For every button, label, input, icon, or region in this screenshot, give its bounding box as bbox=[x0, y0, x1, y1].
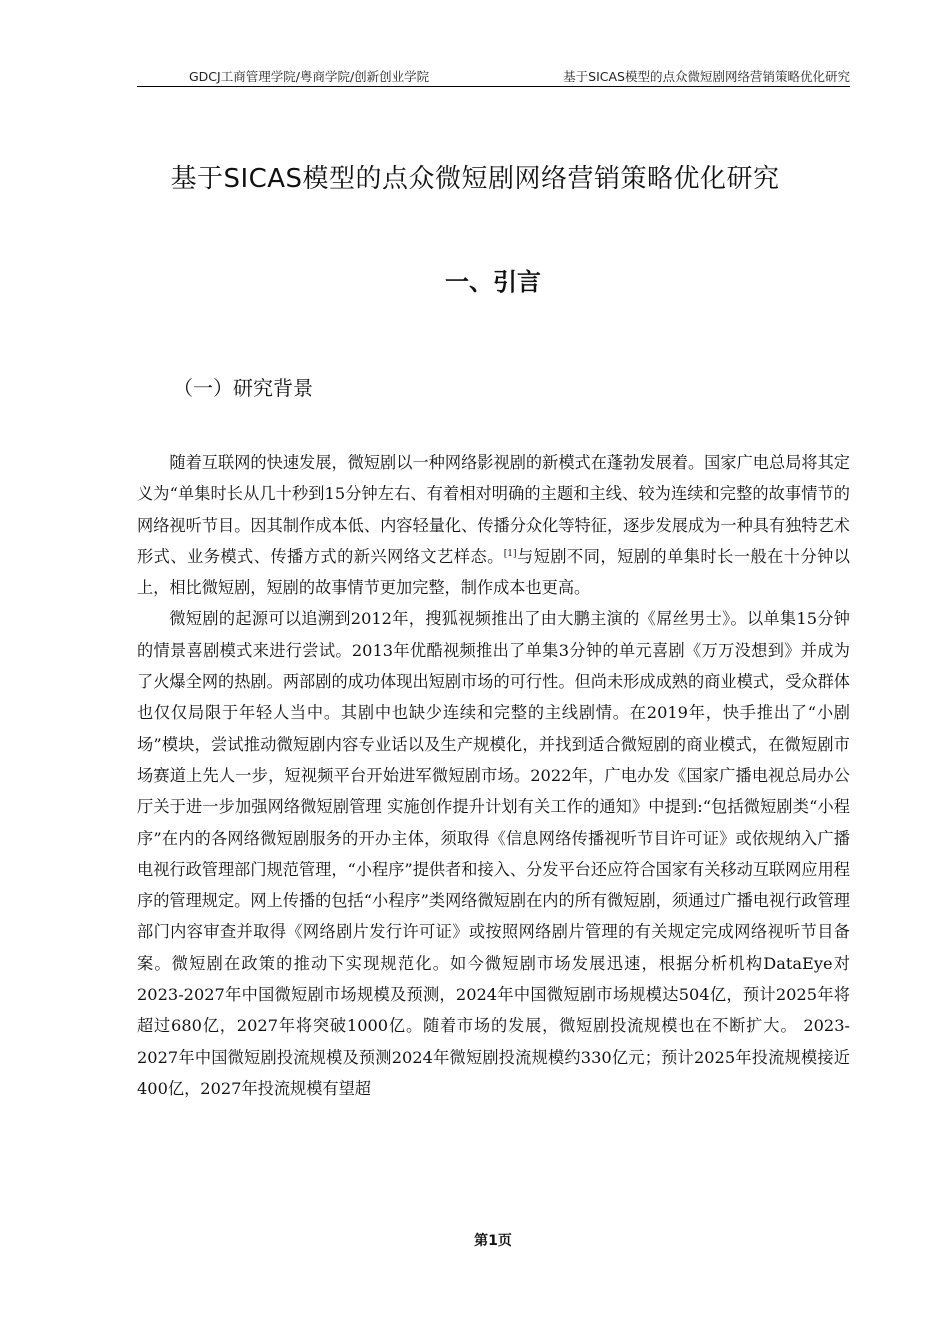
section-heading: 一、引言 bbox=[445, 268, 541, 296]
paragraph-2: 微短剧的起源可以追溯到2012年，搜狐视频推出了由大鹏主演的《屌丝男士》。以单集15分钟的情景喜剧模式来进行尝试。2013年优酷视频推出了单集3分钟的单元喜剧《万万没想到》并成为了火爆全网的热剧。两部剧的成功体现出短剧市场的可行性。但尚未形成成熟的商业模式，受众群体也仅仅局限于年轻人当中。其剧中也缺少连续和完整的主线剧情。在2019年，快手推出了“小剧场”模块，尝试推动微短剧内容专业话以及生产规模化，并找到适合微短剧的商业模式，在微短剧市场赛道上先人一步，短视频平台开始进军微短剧市场。2022年，广电办发《国家广播电视总局办公厅关于进一步加强网络微短剧管理 实施创作提升计划有关工作的通知》中提到:“包括微短剧类“小程序”在内的各网络微短剧服务的开办主体，须取得《信息网络传播视听节目许可证》或依规纳入广播电视行政管理部门规范管理，“小程序”提供者和接入、分发平台还应符合国家有关移动互联网应用程序的管理规定。网上传播的包括“小程序”类网络微短剧在内的所有微短剧，须通过广播电视行政管理部门内容审查并取得《网络剧片发行许可证》或按照网络剧片管理的有关规定完成网络视听节目备案。微短剧在政策的推动下实现规范化。如今微短剧市场发展迅速，根据分析机构DataEye对2023-2027年中国微短剧市场规模及预测，2024年中国微短剧市场规模达504亿，预计2025年将超过680亿，2027年将突破1000亿。随着市场的发展，微短剧投流规模也在不断扩大。 2023-2027年中国微短剧投流规模及预测2024年微短剧投流规模约330亿元；预计2025年投流规模接近400亿，2027年投流规模有望超 bbox=[137, 609, 850, 1098]
paragraph-1-text-cont: 与短剧不同，短剧的单集时长一般在十分钟以上，相比微短剧，短剧的故事情节更加完整，制作成本也更高。 bbox=[137, 546, 850, 598]
paragraph-1 bbox=[137, 447, 850, 603]
header-running-title: 基于SICAS模型的点众微短剧网络营销策略优化研究 bbox=[563, 69, 850, 84]
subsection-heading: （一）研究背景 bbox=[173, 376, 313, 400]
page-number: 第1页 bbox=[474, 1233, 512, 1249]
page-header bbox=[137, 60, 850, 87]
paragraph-1-text: 随着互联网的快速发展，微短剧以一种网络影视剧的新模式在蓬勃发展着。国家广电总局将其定义为“单集时长从几十秒到15分钟左右、有着相对明确的主题和主线、较为连续和完整的故事情节的网络视听节目。因其制作成本低、内容轻量化、传播分众化等特征，逐步发展成为一种具有独特艺术形式、业务模式、传播方式的新兴网络文艺样态。 bbox=[137, 453, 850, 566]
header-institution: GDCJ工商管理学院/粤商学院/创新创业学院 bbox=[189, 69, 430, 84]
citation-ref-1[interactable]: [1] bbox=[503, 548, 517, 559]
body-text bbox=[137, 447, 850, 1104]
document-title: 基于SICAS模型的点众微短剧网络营销策略优化研究 bbox=[170, 164, 780, 194]
